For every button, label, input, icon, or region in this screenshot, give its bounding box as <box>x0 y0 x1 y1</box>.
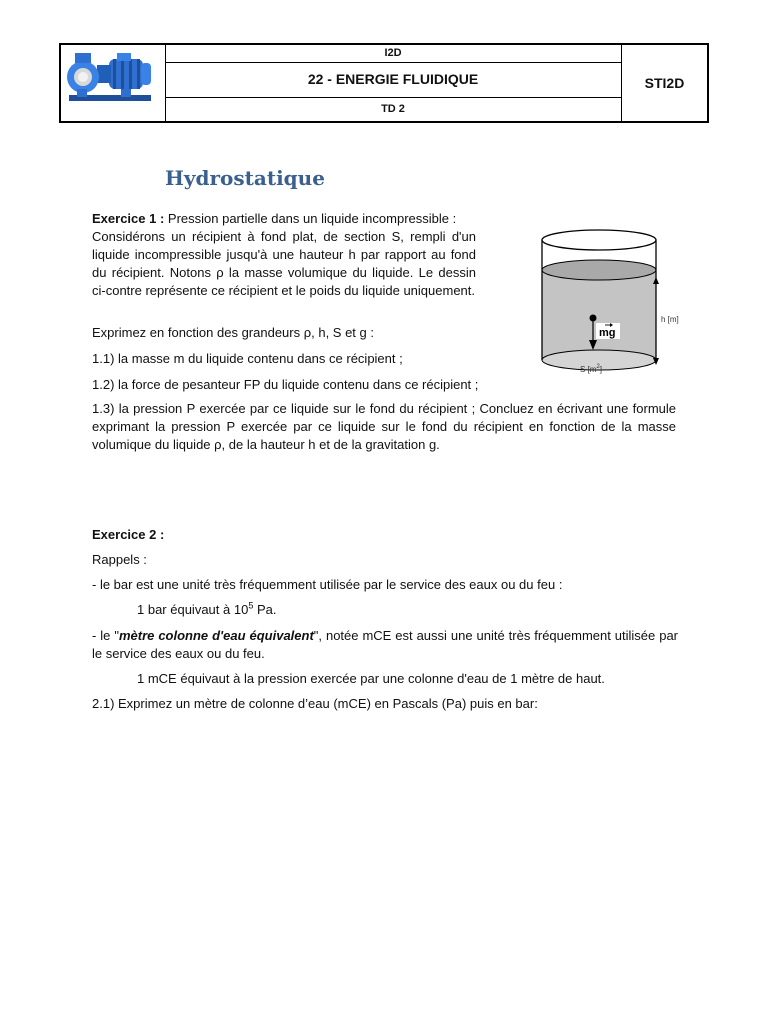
ex2-q1: 2.1) Exprimez un mètre de colonne d’eau (mCE) en Pascals (Pa) puis en bar: <box>92 696 538 711</box>
logo-cell <box>61 45 166 121</box>
ex2-bar-line: - le bar est une unité très fréquemment utilisée par le service des eaux ou du feu : <box>92 577 563 592</box>
ex1-q2: 1.2) la force de pesanteur FP du liquide contenu dans ce récipient ; <box>92 377 479 392</box>
pump-icon <box>61 45 161 121</box>
ex1-q1: 1.1) la masse m du liquide contenu dans ce récipient ; <box>92 351 403 366</box>
height-arrow-up <box>653 277 659 284</box>
ex1-intro-first: Pression partielle dans un liquide incompressible : <box>164 211 457 226</box>
weight-label: mg <box>599 327 616 339</box>
ex2-mce-equivalence: 1 mCE équivaut à la pression exercée par une colonne d'eau de 1 mètre de haut. <box>137 671 605 686</box>
ex1-intro <box>92 210 476 300</box>
header-subtitle: TD 2 <box>381 103 405 115</box>
header-title: 22 - ENERGIE FLUIDIQUE <box>165 63 621 98</box>
ex2-mce-def: - le "mètre colonne d'eau équivalent", notée mCE est aussi une unité très fréquemment utilisée par le service des eaux ou du feu. <box>92 628 679 661</box>
section-label: S $[m^2]$ <box>580 364 603 374</box>
header-top-label: I2D <box>165 45 621 63</box>
ex1-q3: 1.3) la pression P exercée par ce liquide sur le fond du récipient ; Concluez en écrivant une formule exprimant la pression P exercée par ce liquide sur le fond du récipient en fonction de la masse volumique du liquide ρ, de la hauteur h et de la gravitation g. <box>92 401 676 452</box>
ex1-label: Exercice 1 : <box>92 211 165 226</box>
ex1-intro-rest: Considérons un récipient à fond plat, de section S, rempli d'un liquide incompressible jusqu'à une hauteur h par rapport au fond du récipient. Notons ρ la masse volumique du liquide. Le dessin ci-contre représente ce récipient et le poids du liquide uniquement. <box>92 229 476 298</box>
header-table <box>59 43 709 123</box>
ex1-prompt: Exprimez en fonction des grandeurs ρ, h, S et g : <box>92 325 374 340</box>
height-arrow-down <box>653 358 659 365</box>
header-middle <box>165 45 622 121</box>
height-label: h [m] <box>661 315 679 324</box>
container-figure <box>530 222 700 387</box>
ex2-label: Exercice 2 : <box>92 527 165 542</box>
ex2-bar-equivalence: 1 bar équivaut à $10^5$ Pa. <box>137 600 277 617</box>
page-title: Hydrostatique <box>165 166 325 190</box>
header-right-label: STI2D <box>644 75 685 91</box>
ex2-rappels: Rappels : <box>92 552 147 567</box>
